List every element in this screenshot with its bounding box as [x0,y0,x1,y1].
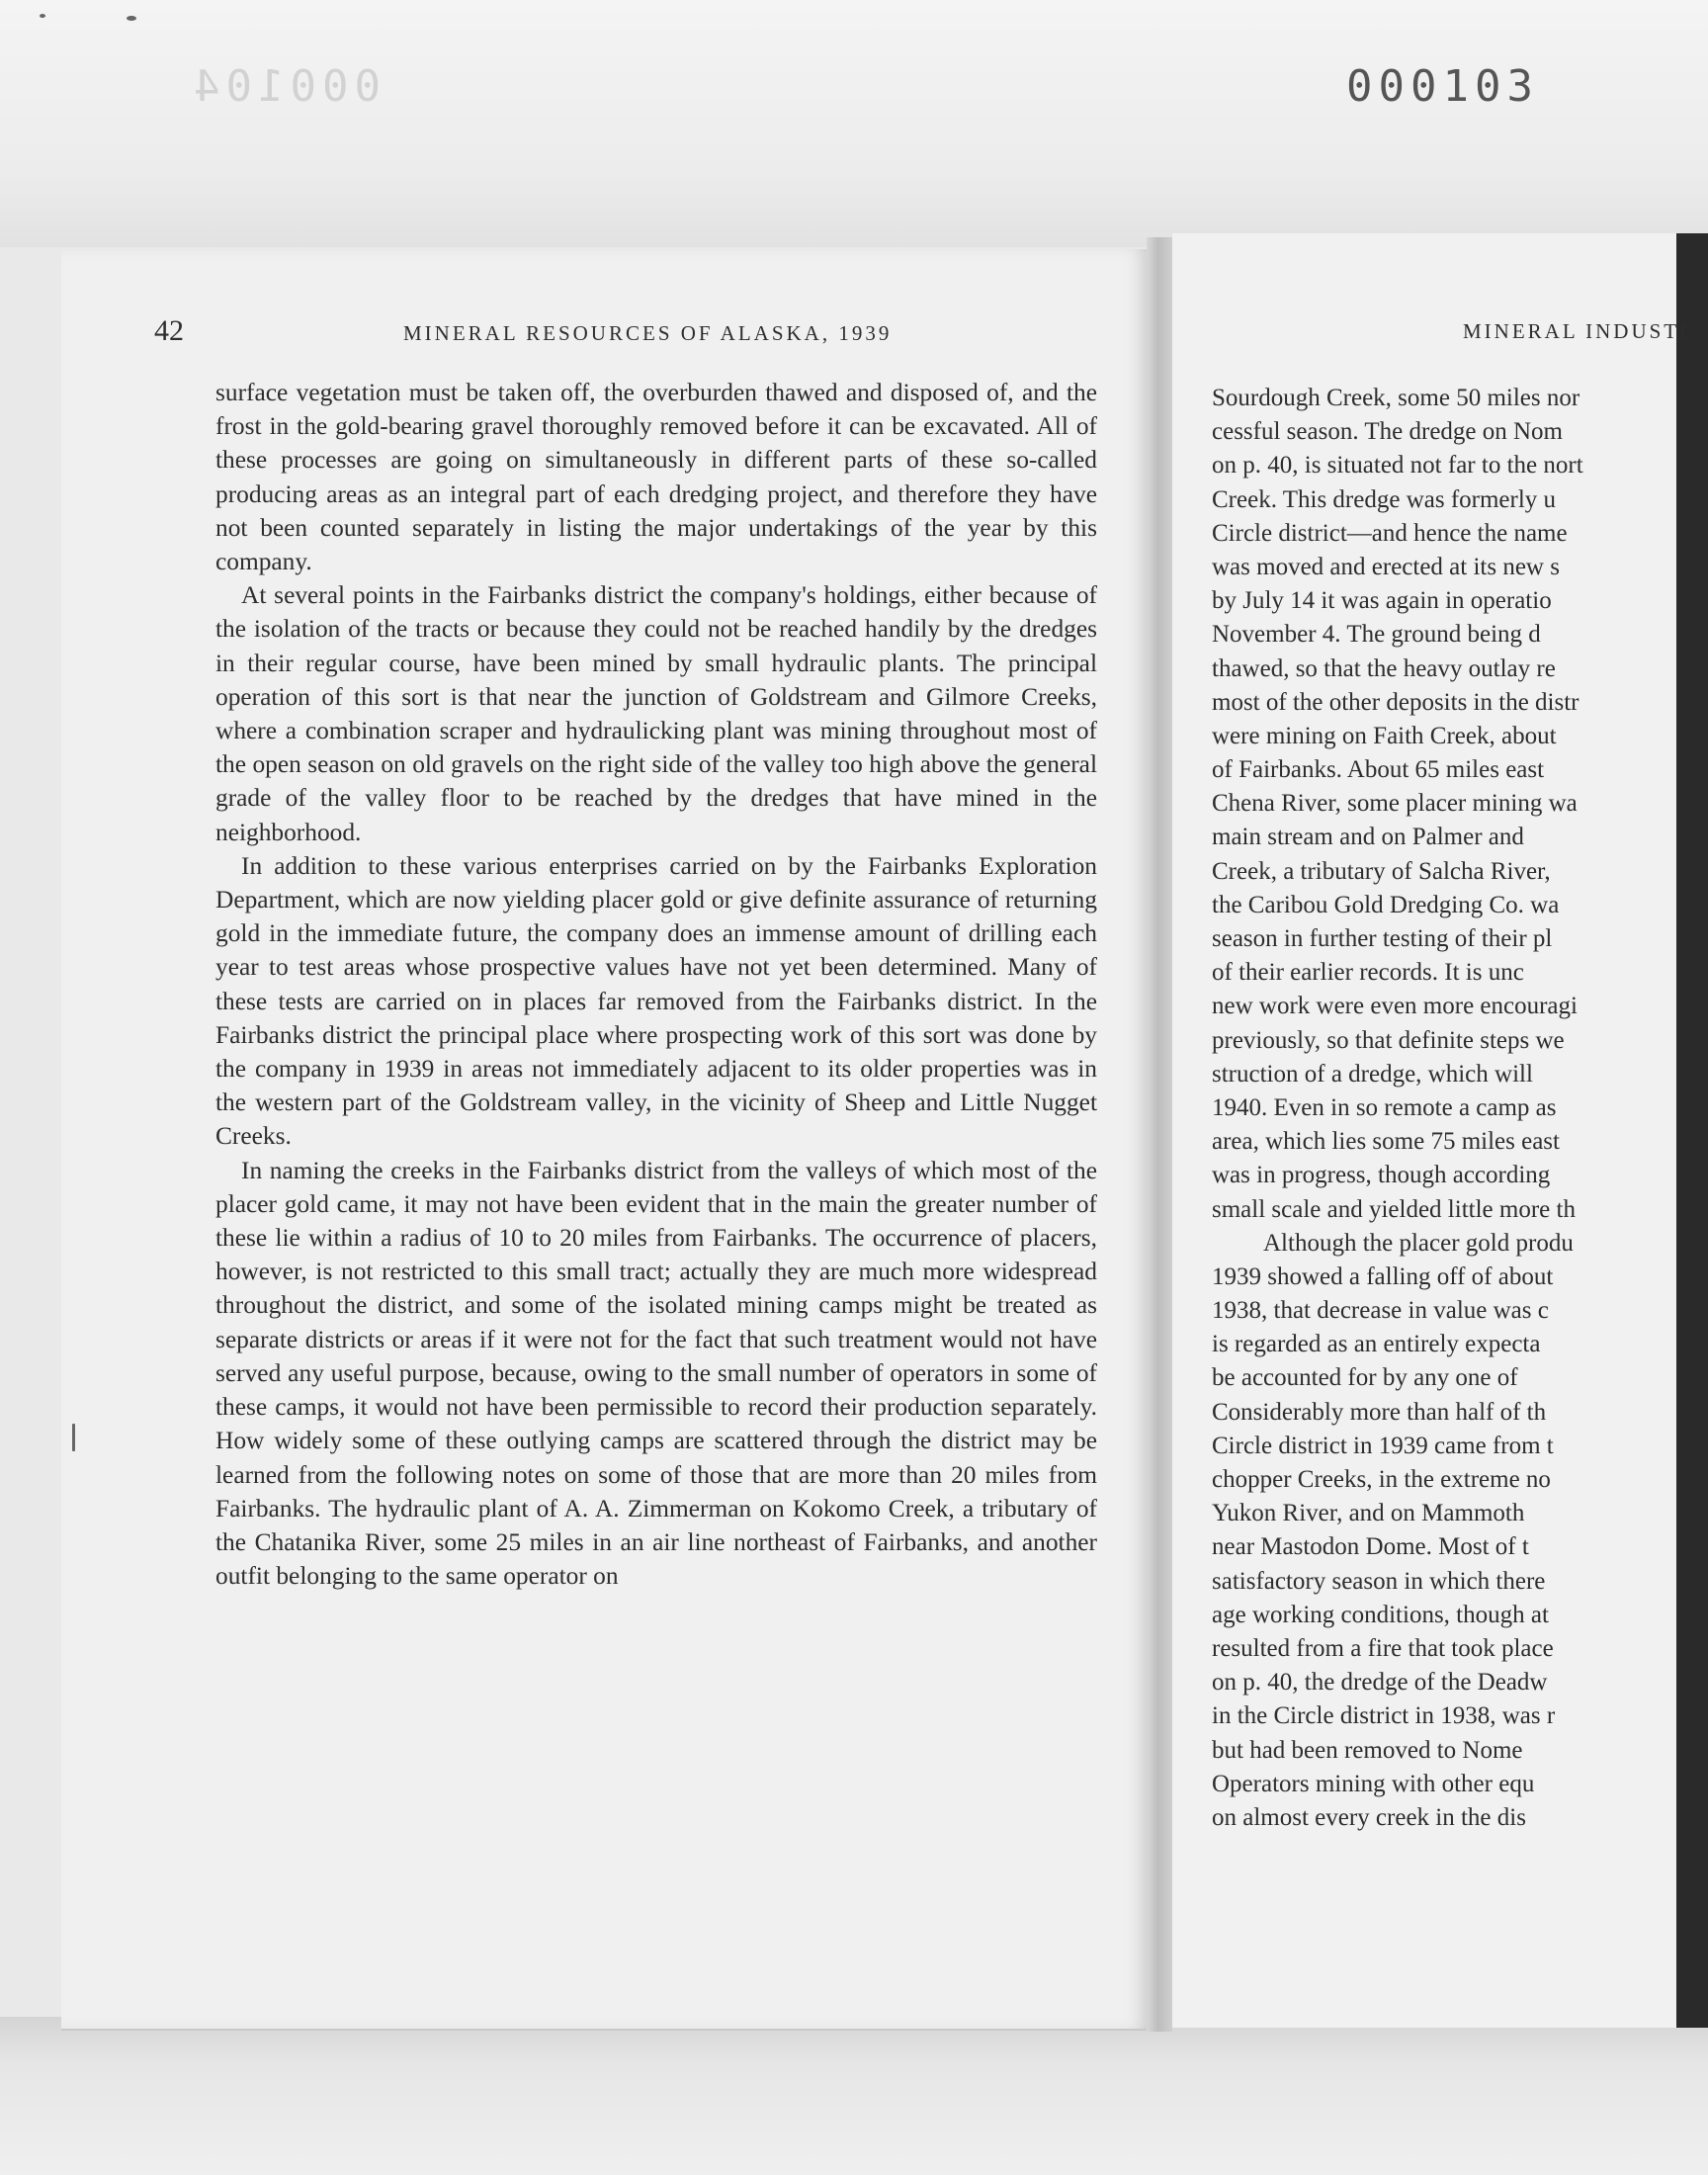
text-line: in the Circle district in 1938, was r [1212,1702,1556,1730]
ghost-page-stamp: 000104 [188,61,381,112]
text-line: Considerably more than half of th [1212,1398,1547,1426]
text-line: satisfactory season in which there [1212,1567,1546,1595]
text-line: Circle district—and hence the name [1212,519,1568,547]
text-line: on p. 40, the dredge of the Deadw [1212,1669,1548,1696]
text-line: Sourdough Creek, some 50 miles nor [1212,385,1580,411]
left-text-column [215,376,1097,1593]
text-line: be accounted for by any one of [1212,1364,1518,1392]
document-number-stamp: 000103 [1346,61,1539,112]
text-line: season in further testing of their pl [1212,925,1553,952]
text-line: age working conditions, though at [1212,1601,1549,1628]
paragraph: At several points in the Fairbanks district the company's holdings, either because of the isolation of the tracts or because they could not be reached handily by the dredges in their regular course, have been mined by small hydraulic plants. The principal operation of this sort is that near the junction of Goldstream and Gilmore Creeks, where a combination scraper and hydraulicking plant was mining throughout most of the open season on old gravels on the right side of the valley too high above the general grade of the valley floor to be reached by the dredges that have mined in the neighborhood. [215,581,1097,846]
text-line: was moved and erected at its new s [1212,553,1560,580]
text-line: previously, so that definite steps we [1212,1026,1565,1054]
text-line: November 4. The ground being d [1212,621,1541,649]
text-line: on p. 40, is situated not far to the nort [1212,452,1583,479]
text-line: Chena River, some placer mining wa [1212,790,1578,818]
text-line: was in progress, though according [1212,1162,1551,1189]
text-line: of their earlier records. It is unc [1212,959,1524,987]
scan-background-bottom [0,2017,1708,2175]
scan-speck [127,16,136,21]
text-line: thawed, so that the heavy outlay re [1212,654,1556,682]
scan-background-top [0,0,1708,247]
text-line: Yukon River, and on Mammoth [1212,1500,1525,1527]
text-line: of Fairbanks. About 65 miles east [1212,756,1545,784]
running-head-left: MINERAL RESOURCES OF ALASKA, 1939 [403,321,893,345]
text-line: 1938, that decrease in value was c [1212,1297,1549,1325]
book-gutter [1147,237,1172,2032]
text-line: is regarded as an entirely expecta [1212,1331,1541,1358]
text-line: Circle district in 1939 came from t [1212,1432,1554,1459]
text-line: by July 14 it was again in operatio [1212,587,1552,615]
scan-speck [72,1424,75,1451]
paragraph: In addition to these various enterprises carried on by the Fairbanks Exploration Department, which are now yielding placer gold or give definite assurance of returning gold in the immediate future, the company does an immense amount of drilling each year to test areas whose prospective values have not yet been determined. Many of these tests are carried on in places far removed from the Fairbanks district. In the Fairbanks district the principal place where prospecting work of this sort was done by the company in 1939 in areas not immediately adjacent to its older properties was in the western part of the Goldstream valley, in the vicinity of Sheep and Little Nugget Creeks. [215,851,1097,1151]
text-line: Creek. This dredge was formerly u [1212,485,1557,513]
text-line: struction of a dredge, which will [1212,1060,1533,1088]
text-line: the Caribou Gold Dredging Co. wa [1212,891,1560,918]
text-line: new work were even more encouragi [1212,993,1578,1020]
text-line: most of the other deposits in the distr [1212,688,1580,716]
text-line: chopper Creeks, in the extreme no [1212,1466,1551,1493]
right-text-column [1212,382,1686,1835]
text-line: 1939 showed a falling off of about [1212,1262,1554,1290]
text-line: resulted from a fire that took place [1212,1634,1554,1662]
text-line: on almost every creek in the dis [1212,1803,1526,1831]
text-line: near Mastodon Dome. Most of t [1212,1533,1529,1561]
text-line: 1940. Even in so remote a camp as [1212,1093,1557,1121]
paragraph: surface vegetation must be taken off, the overburden thawed and disposed of, and the frost in the gold-bearing gravel thoroughly removed before it can be excavated. All of these processes are going on simultaneously in different parts of these so-called producing areas as an integral part of each dredging project, and therefore they have not been counted separately in listing the major undertakings of the year by this company. [215,379,1097,576]
paragraph: In naming the creeks in the Fairbanks district from the valleys of which most of the placer gold came, it may not have been evident that in the main the greater number of these lie within a radius of 10 to 20 miles from Fairbanks. The occurrence of placers, however, is not restricted to this small tract; actually they are much more widespread throughout the district, and some of the isolated mining camps might be treated as separate districts or areas if it were not for the fact that such treatment would not have served any useful purpose, because, owing to the small number of operators in some of these camps, it would not have been permissible to record their production separately. How widely some of these outlying camps are scattered through the district may be learned from the following notes on some of those that are more than 20 miles from Fairbanks. The hydraulic plant of A. A. Zimmerman on Kokomo Creek, a tributary of the Chatanika River, some 25 miles in an air line northeast of Fairbanks, and another outfit belonging to the same operator on [215,1156,1097,1591]
text-line: were mining on Faith Creek, about [1212,722,1557,749]
text-line: main stream and on Palmer and [1212,824,1524,851]
text-line: Creek, a tributary of Salcha River, [1212,857,1551,885]
scan-speck [40,14,45,18]
page-number: 42 [154,314,184,347]
running-head-right: MINERAL INDUSTI [1463,319,1690,343]
text-line: cessful season. The dredge on Nom [1212,418,1564,446]
text-line: Although the placer gold produ [1263,1229,1574,1257]
text-line: but had been removed to Nome [1212,1736,1523,1764]
text-line: Operators mining with other equ [1212,1770,1535,1797]
text-line: area, which lies some 75 miles east [1212,1128,1560,1156]
text-line: small scale and yielded little more th [1212,1195,1576,1223]
